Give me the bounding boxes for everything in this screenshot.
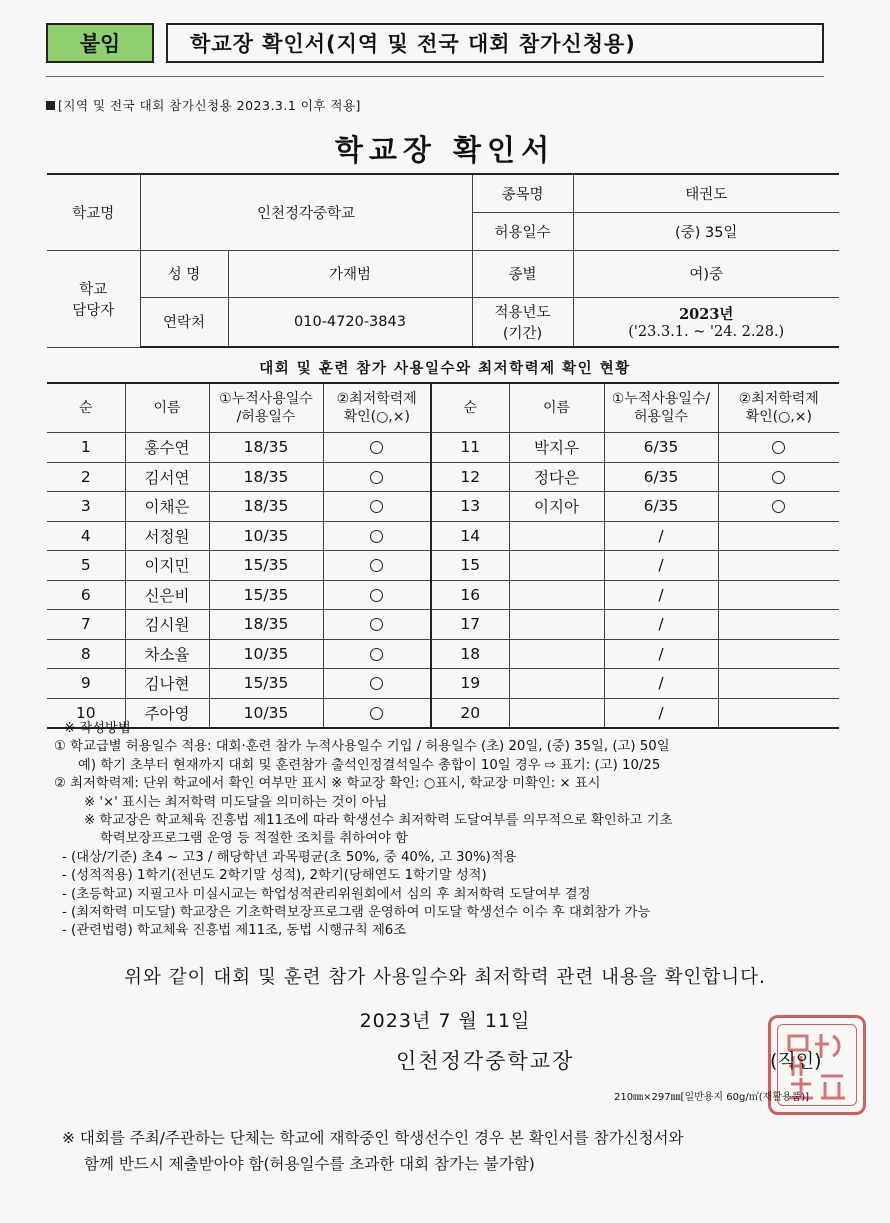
- right-check-cell: [718, 551, 839, 581]
- left-days-cell: 10/35: [209, 698, 323, 728]
- right-name-cell: [509, 610, 604, 640]
- left-name-cell: 신은비: [125, 580, 209, 610]
- circle-check-icon: [370, 618, 383, 631]
- note-1: ① 학교급별 허용일수 적용: 대회·훈련 참가 누적사용일수 기입 / 허용일수 (초) 20일, (중) 35일, (고) 50일: [54, 739, 670, 755]
- right-days-cell: /: [604, 698, 718, 728]
- circle-check-icon: [370, 530, 383, 543]
- header-academic-line2: 확인(○,×): [343, 409, 410, 425]
- right-no-cell: 15: [431, 551, 509, 581]
- right-name-cell: 정다은: [509, 462, 604, 492]
- circle-check-icon: [370, 589, 383, 602]
- left-no-cell: 4: [47, 521, 125, 551]
- footer-note: [62, 1125, 852, 1177]
- left-no-cell: 9: [47, 669, 125, 699]
- right-check-cell: [718, 521, 839, 551]
- header-name: 이름: [125, 383, 209, 433]
- paper-spec: 210㎜×297㎜[일반용지 60g/㎡(재활용품)]: [614, 1092, 810, 1103]
- left-no-cell: 3: [47, 492, 125, 522]
- right-name-cell: [509, 521, 604, 551]
- header-no: 순: [47, 383, 125, 433]
- table-row: [47, 433, 839, 463]
- gender-label: 종별: [472, 250, 573, 297]
- circle-check-icon: [772, 441, 785, 454]
- right-check-cell: [718, 580, 839, 610]
- header-academic-right: [718, 383, 839, 433]
- left-no-cell: 2: [47, 462, 125, 492]
- year-label-line1: 적용년도: [494, 304, 551, 321]
- right-check-cell: [718, 492, 839, 522]
- document-title: 학교장 확인서: [334, 133, 556, 167]
- manager-label-line2: 담당자: [72, 302, 115, 319]
- right-check-cell: [718, 433, 839, 463]
- detail-2: - (성적적용) 1학기(전년도 2학기말 성적), 2학기(당해연도 1학기말 성적): [62, 868, 487, 884]
- year-value: [573, 297, 839, 347]
- left-name-cell: 주아영: [125, 698, 209, 728]
- school-name-value: 인천정각중학교: [140, 174, 472, 250]
- left-check-cell: [323, 521, 431, 551]
- left-no-cell: 10: [47, 698, 125, 728]
- seal-label: (직인): [770, 1050, 822, 1072]
- banner-title-text: 학교장 확인서(지역 및 전국 대회 참가신청용): [190, 32, 636, 56]
- header-name-right: 이름: [509, 383, 604, 433]
- right-days-cell: /: [604, 639, 718, 669]
- header-days-right-line1: ①누적사용일수/: [611, 391, 711, 407]
- right-check-cell: [718, 669, 839, 699]
- note-2a: ※ '×' 표시는 최저학력 미도달을 의미하는 것이 아님: [84, 794, 388, 810]
- left-name-cell: 김나현: [125, 669, 209, 699]
- principal-name: 인천정각중학교장: [396, 1049, 575, 1073]
- right-check-cell: [718, 639, 839, 669]
- left-days-cell: 10/35: [209, 521, 323, 551]
- header-days-line2: /허용일수: [236, 409, 296, 425]
- year-label: [472, 297, 573, 347]
- right-check-cell: [718, 462, 839, 492]
- header-days-line1: ①누적사용일수: [219, 391, 313, 407]
- sport-label: 종목명: [472, 174, 573, 212]
- year-label-line2: (기간): [502, 325, 543, 342]
- left-name-cell: 서정원: [125, 521, 209, 551]
- right-no-cell: 16: [431, 580, 509, 610]
- right-name-cell: [509, 669, 604, 699]
- right-name-cell: [509, 639, 604, 669]
- right-name-cell: [509, 551, 604, 581]
- left-check-cell: [323, 462, 431, 492]
- note-2c: 학력보장프로그램 운영 등 적절한 조치를 취하여야 함: [100, 831, 408, 847]
- left-no-cell: 1: [47, 433, 125, 463]
- right-no-cell: 14: [431, 521, 509, 551]
- left-name-cell: 이채은: [125, 492, 209, 522]
- right-name-cell: [509, 580, 604, 610]
- right-no-cell: 12: [431, 462, 509, 492]
- header-days-right: [604, 383, 718, 433]
- left-no-cell: 8: [47, 639, 125, 669]
- footer-line-1: ※ 대회를 주최/주관하는 단체는 학교에 재학중인 학생선수인 경우 본 확인서를 참가신청서와: [62, 1129, 684, 1147]
- instructions-heading: ※ 작성방법: [64, 721, 131, 736]
- confirmation-statement: 위와 같이 대회 및 훈련 참가 사용일수와 최저학력 관련 내용을 확인합니다.: [124, 967, 766, 988]
- left-days-cell: 18/35: [209, 433, 323, 463]
- right-days-cell: /: [604, 521, 718, 551]
- left-no-cell: 6: [47, 580, 125, 610]
- circle-check-icon: [370, 471, 383, 484]
- banner-title: [166, 23, 824, 63]
- allowed-days-value: (중) 35일: [573, 212, 839, 250]
- sport-value: 태권도: [573, 174, 839, 212]
- header-divider: [46, 76, 824, 77]
- applies-note: [46, 96, 361, 114]
- school-name-label: 학교명: [47, 174, 140, 250]
- manager-label: [47, 250, 140, 347]
- header-academic-line1: ②최저학력제: [336, 391, 417, 407]
- detail-4: - (최저학력 미도달) 학교장은 기초학력보장프로그램 운영하여 미도달 학생선수 이수 후 대회참가 가능: [62, 905, 651, 921]
- left-check-cell: [323, 669, 431, 699]
- right-no-cell: 18: [431, 639, 509, 669]
- right-days-cell: 6/35: [604, 462, 718, 492]
- right-no-cell: 20: [431, 698, 509, 728]
- right-days-cell: /: [604, 580, 718, 610]
- applies-note-text: [지역 및 전국 대회 참가신청용 2023.3.1 이후 적용]: [58, 98, 361, 113]
- gender-value: 여)중: [573, 250, 839, 297]
- left-no-cell: 7: [47, 610, 125, 640]
- square-bullet-icon: [46, 101, 55, 110]
- circle-check-icon: [370, 559, 383, 572]
- left-check-cell: [323, 433, 431, 463]
- issue-date: 2023년 7 월 11일: [359, 1010, 531, 1032]
- right-no-cell: 17: [431, 610, 509, 640]
- header-days-right-line2: 허용일수: [633, 409, 689, 425]
- note-2: ② 최저학력제: 단위 학교에서 확인 여부만 표시 ※ 학교장 확인: ○표시, 학교장 미확인: × 표시: [54, 776, 601, 792]
- right-days-cell: /: [604, 610, 718, 640]
- name-label: 성 명: [140, 250, 228, 297]
- left-days-cell: 15/35: [209, 551, 323, 581]
- left-name-cell: 김시원: [125, 610, 209, 640]
- info-table: [47, 173, 839, 348]
- detail-5: - (관련법령) 학교체육 진흥법 제11조, 동법 시행규칙 제6조: [62, 923, 407, 939]
- circle-check-icon: [772, 500, 785, 513]
- right-name-cell: 박지우: [509, 433, 604, 463]
- header-days: [209, 383, 323, 433]
- roster-table: [47, 382, 839, 729]
- table-row: [47, 669, 839, 699]
- right-name-cell: 이지아: [509, 492, 604, 522]
- manager-label-line1: 학교: [79, 281, 108, 298]
- table-row: [47, 521, 839, 551]
- detail-3: - (초등학교) 지필고사 미실시교는 학업성적관리위원회에서 심의 후 최저학력 도달여부 결정: [62, 886, 591, 902]
- left-check-cell: [323, 551, 431, 581]
- left-days-cell: 15/35: [209, 580, 323, 610]
- right-days-cell: 6/35: [604, 433, 718, 463]
- attachment-badge: [46, 23, 154, 63]
- detail-1: - (대상/기준) 초4 ~ 고3 / 해당학년 과목평균(초 50%, 중 40%, 고 30%)적용: [62, 849, 517, 865]
- header-academic-right-line1: ②최저학력제: [738, 391, 819, 407]
- table-row: [47, 639, 839, 669]
- right-no-cell: 13: [431, 492, 509, 522]
- circle-check-icon: [370, 441, 383, 454]
- right-days-cell: /: [604, 669, 718, 699]
- contact-label: 연락처: [140, 297, 228, 347]
- left-name-cell: 김서연: [125, 462, 209, 492]
- right-no-cell: 19: [431, 669, 509, 699]
- year-value-line1: 2023년: [679, 306, 734, 324]
- right-days-cell: /: [604, 551, 718, 581]
- header-academic: [323, 383, 431, 433]
- instructions: [56, 720, 856, 941]
- left-days-cell: 10/35: [209, 639, 323, 669]
- circle-check-icon: [772, 471, 785, 484]
- left-name-cell: 이지민: [125, 551, 209, 581]
- table-row: [47, 462, 839, 492]
- table-row: [47, 551, 839, 581]
- left-check-cell: [323, 580, 431, 610]
- note-2b: ※ 학교장은 학교체육 진흥법 제11조에 따라 학생선수 최저학력 도달여부를 의무적으로 확인하고 기초: [84, 813, 673, 829]
- allowed-days-label: 허용일수: [472, 212, 573, 250]
- footer-line-2: 함께 반드시 제출받아야 함(허용일수를 초과한 대회 참가는 불가함): [84, 1155, 535, 1173]
- header-academic-right-line2: 확인(○,×): [745, 409, 812, 425]
- table-row: [47, 580, 839, 610]
- left-check-cell: [323, 639, 431, 669]
- circle-check-icon: [370, 707, 383, 720]
- right-no-cell: 11: [431, 433, 509, 463]
- contact-value: 010-4720-3843: [228, 297, 472, 347]
- left-days-cell: 18/35: [209, 462, 323, 492]
- table-row: [47, 610, 839, 640]
- circle-check-icon: [370, 500, 383, 513]
- header-no-right: 순: [431, 383, 509, 433]
- right-days-cell: 6/35: [604, 492, 718, 522]
- left-name-cell: 홍수연: [125, 433, 209, 463]
- table-row: [47, 492, 839, 522]
- left-days-cell: 18/35: [209, 492, 323, 522]
- left-check-cell: [323, 492, 431, 522]
- right-check-cell: [718, 610, 839, 640]
- attachment-label: 붙임: [79, 32, 121, 56]
- note-1-example: 예) 학기 초부터 현재까지 대회 및 훈련참가 출석인정결석일수 총합이 10일 경우 ⇨ 표기: (고) 10/25: [78, 757, 661, 773]
- left-check-cell: [323, 610, 431, 640]
- name-value: 가재범: [228, 250, 472, 297]
- left-name-cell: 차소율: [125, 639, 209, 669]
- year-value-line2: ('23.3.1. ~ '24. 2.28.): [628, 324, 785, 341]
- circle-check-icon: [370, 648, 383, 661]
- circle-check-icon: [370, 677, 383, 690]
- left-days-cell: 18/35: [209, 610, 323, 640]
- left-days-cell: 15/35: [209, 669, 323, 699]
- left-no-cell: 5: [47, 551, 125, 581]
- roster-heading: 대회 및 훈련 참가 사용일수와 최저학력제 확인 현황: [259, 361, 631, 377]
